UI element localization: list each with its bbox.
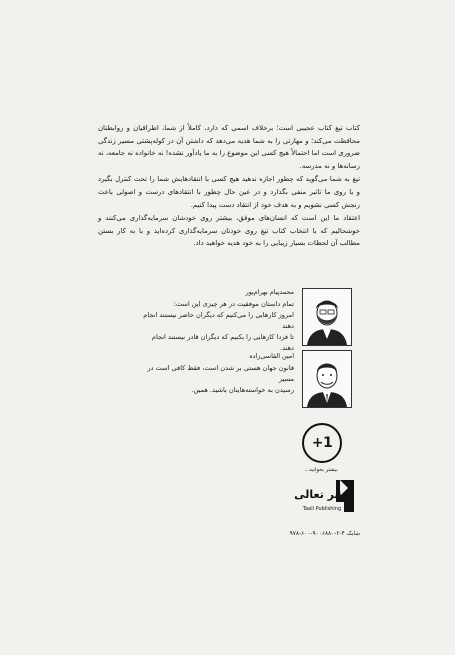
author-quote-2-line: قانون جهان هستی بر شدن است، فقط کافی است در مسیر bbox=[147, 364, 294, 383]
blurb-text bbox=[98, 122, 360, 251]
author-portrait-2-icon bbox=[303, 351, 351, 407]
author-quote-1-line: تا فردا کارهایی را بکنیم که دیگران قادر نیستند انجام دهند. bbox=[151, 333, 294, 352]
author-block-1 bbox=[140, 288, 294, 354]
blurb-paragraph-3: اعتقاد ما این است که انسان‌های موفق، بیشتر روی خودشان سرمایه‌گذاری می‌کنند و خوشحالیم که با انتخاب کتاب تیغ روی خودتان سرمایه‌گذاری کرده‌اید و با به کار بستن مطالب آن لحظات بسیار زیبایی را به خود هدیه خواهید داد. bbox=[98, 214, 360, 248]
publisher-logo-icon bbox=[290, 472, 356, 520]
author-portrait-1-icon bbox=[303, 289, 351, 345]
author-quote-1-line: امروز کارهایی را می‌کنیم که دیگران حاضر نیستند انجام دهند bbox=[143, 311, 294, 330]
author-quote-2 bbox=[140, 363, 294, 396]
publisher-name-fa: نشر تعالی bbox=[294, 488, 350, 501]
author-quote-2-line: رسیدن به خواسته‌هایتان باشید. همین. bbox=[191, 386, 294, 394]
isbn: شابک ۴-۲-۹۰۰۶۸۸۰-۶۰۰-۹۷۸ bbox=[289, 531, 360, 537]
author-block-2 bbox=[140, 352, 294, 396]
publisher-logo bbox=[290, 472, 356, 520]
author-portrait-1 bbox=[302, 288, 352, 346]
author-quote-1-line: تمام داستان موفقیت در هر چیزی این است: bbox=[173, 300, 294, 308]
author-portrait-2 bbox=[302, 350, 352, 408]
author-name-2: امین القاسی‌زاده bbox=[249, 352, 294, 360]
author-name-1: محمدپیام بهرام‌پور bbox=[245, 288, 294, 296]
plus-one-badge: +1 bbox=[302, 423, 342, 463]
blurb-paragraph-1: کتاب تیغ کتاب عجیبی است؛ برخلاف اسمی که دارد، کاملاً از شما، اطرافیان و روابطتان محافظت می‌کند؛ و مهارتی را به شما هدیه می‌دهد که داشتن آن در کوله‌پشتی مسیر زندگی ضروری است اما احتمالاً هیچ کسی این موضوع را به ما یادآور نشده! نه خانواده نه جامعه، نه رسانه‌ها و نه مدرسه. bbox=[98, 124, 360, 170]
publisher-name-en: Taali Publishing bbox=[302, 506, 342, 512]
author-quote-1 bbox=[140, 299, 294, 354]
badge-tagline: بیشتر بخوانید... bbox=[304, 467, 338, 473]
blurb-paragraph-2: تیغ به شما می‌گوید که چطور اجازه ندهید هیچ کسی با انتقادهایش شما را تحت کنترل بگیرد و یا روی ما تاثیر منفی بگذارد و در عین حال چطور با انتقادهای درست و اصولی باعث رنجش کسی نشویم و به هدف خود از انتقاد دست پیدا کنیم. bbox=[98, 175, 360, 209]
